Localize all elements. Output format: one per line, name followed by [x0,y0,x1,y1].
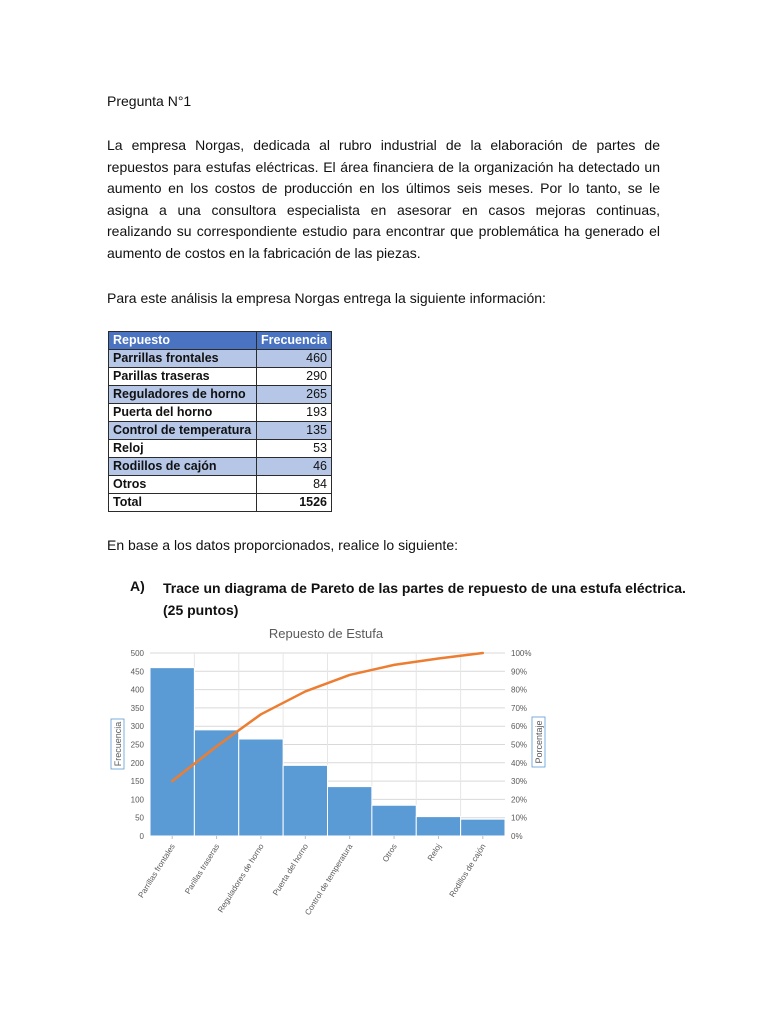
y-tick-label: 0 [139,832,144,841]
y-axis-primary [131,649,145,841]
y-axis-title-secondary [532,717,545,767]
row-name: Rodillos de cajón [109,458,257,476]
table-header-row [109,332,332,350]
x-tick-label: Control de temperatura [303,842,355,917]
bar [150,668,194,836]
row-value: 265 [257,386,332,404]
table-row [109,386,332,404]
row-name: Control de temperatura [109,422,257,440]
y2-tick-label: 50% [511,740,528,750]
y-tick-label: 350 [130,703,144,713]
y2-tick-label: 10% [511,813,528,823]
table-row [109,368,332,386]
row-value: 53 [257,440,332,458]
intro-paragraph: La empresa Norgas, dedicada al rubro industrial de la elaboración de partes de repuestos para estufas eléctricas. El área financiera de la organización ha detectado un aumento en los costos de producción en los últimos seis meses. Por lo tanto, se le asigna a una consultora especialista en asesorar en casos mejoras continuas, realizando su correspondiente estudio para encontrar que problemática ha generado el aumento de costos en la fabricación de las piezas. [107,137,660,261]
bar [416,817,460,836]
table-row [109,350,332,368]
y-tick-label: 450 [130,667,144,677]
row-name: Parrillas frontales [109,350,257,368]
y-tick-label: 150 [130,777,144,787]
x-tick-label: Rodillos de cajón [447,842,488,899]
total-value: 1526 [257,494,332,512]
y2-tick-label: 70% [511,703,528,713]
info-paragraph: Para este análisis la empresa Norgas entrega la siguiente información: [107,290,546,306]
y2-tick-label: 60% [511,722,528,732]
y-tick-label: 50 [135,813,144,823]
row-value: 460 [257,350,332,368]
y-axis-secondary [511,649,531,841]
y2-tick-label: 80% [511,685,528,695]
row-value: 84 [257,476,332,494]
y-tick-label: 250 [130,740,144,750]
y-axis-title-primary [111,719,124,769]
x-tick-label: Reloj [425,842,444,863]
row-value: 135 [257,422,332,440]
question-letter: A) [130,578,145,594]
row-name: Reguladores de horno [109,386,257,404]
table-total-row [109,494,332,512]
row-value: 290 [257,368,332,386]
row-value: 193 [257,404,332,422]
y2-tick-label: 90% [511,667,528,677]
question-text: Trace un diagrama de Pareto de las partes de repuesto de una estufa eléctrica. (25 puntos) [163,580,686,618]
y2-tick-label: 30% [511,777,528,787]
bar [328,787,372,836]
bar [239,739,283,836]
row-name: Parillas traseras [109,368,257,386]
x-axis-labels [136,836,487,917]
y-tick-label: 500 [130,649,144,658]
table-row [109,422,332,440]
y-tick-label: 100 [130,795,144,805]
y-axis-title: Frecuencia [113,721,123,767]
header-frecuencia: Frecuencia [257,332,332,350]
table-row [109,440,332,458]
question-heading: Pregunta N°1 [107,93,192,109]
header-repuesto: Repuesto [109,332,257,350]
x-tick-label: Parrillas frontales [136,842,177,900]
x-tick-label: Parillas traseras [183,842,222,896]
bar [372,805,416,836]
row-name: Otros [109,476,257,494]
row-name: Reloj [109,440,257,458]
x-tick-label: Otros [380,842,399,864]
table-row [109,476,332,494]
table-row [109,458,332,476]
y-tick-label: 400 [130,685,144,695]
x-tick-label: Puerta del horno [271,842,311,898]
pareto-chart [100,618,560,918]
y-tick-label: 300 [130,722,144,732]
total-label: Total [109,494,257,512]
y2-tick-label: 40% [511,758,528,768]
bar [461,819,505,836]
instruction-paragraph: En base a los datos proporcionados, realice lo siguiente: [107,537,458,553]
parts-frequency-table [108,331,332,512]
row-value: 46 [257,458,332,476]
y2-tick-label: 100% [511,649,532,658]
chart-title: Repuesto de Estufa [268,626,384,641]
x-tick-label: Reguladores de horno [216,842,266,915]
table-row [109,404,332,422]
y2-axis-title: Porcentaje [534,720,544,764]
y2-tick-label: 0% [511,832,523,841]
row-name: Puerta del horno [109,404,257,422]
y-tick-label: 200 [130,758,144,768]
y2-tick-label: 20% [511,795,528,805]
bar [283,765,327,836]
